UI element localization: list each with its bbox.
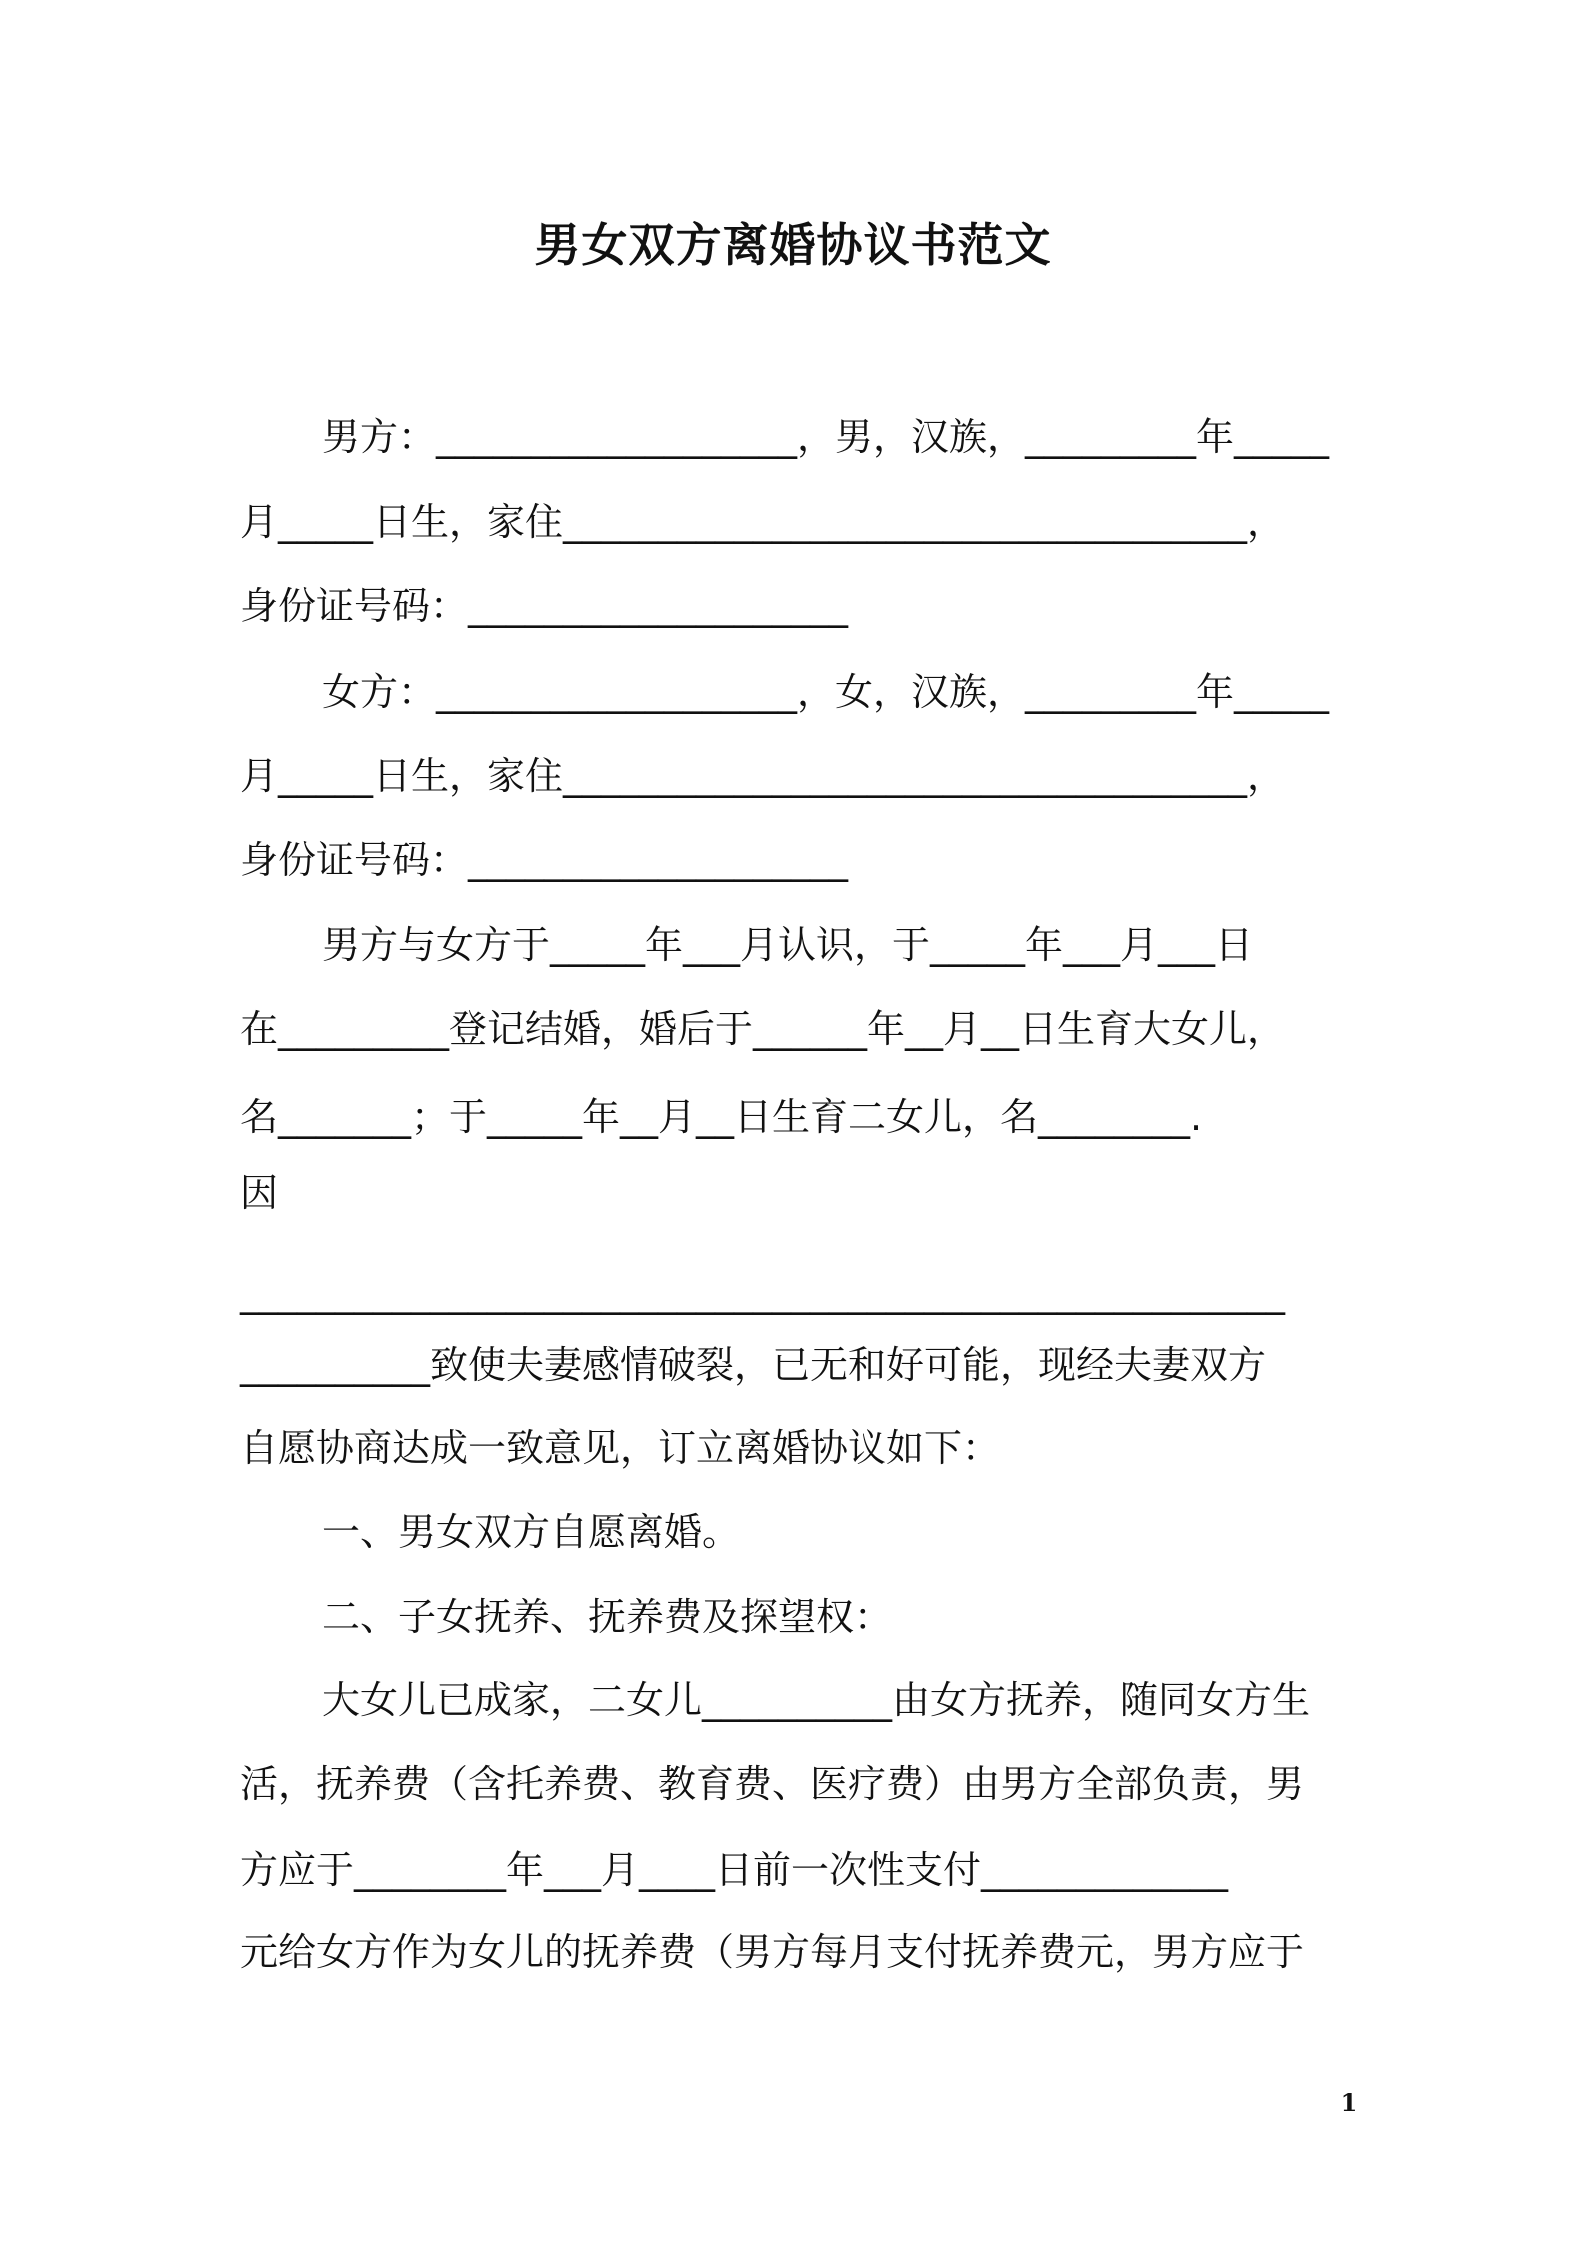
page-number: 1 <box>1340 2088 1358 2117</box>
clause-heading: 一、男女双方自愿离婚。 <box>322 1510 741 1554</box>
text-line: 自愿协商达成一致意见，订立离婚协议如下： <box>240 1426 1001 1470</box>
text-line: 在_________登记结婚，婚后于______年__月__日生育大女儿， <box>240 1007 1286 1051</box>
text-line: 因 <box>240 1171 279 1215</box>
text-line: 活，抚养费（含托养费、教育费、医疗费）由男方全部负责，男 <box>240 1762 1305 1806</box>
text-line: 元给女方作为女儿的抚养费（男方每月支付抚养费元，男方应于 <box>240 1930 1305 1974</box>
text-line: __________致使夫妻感情破裂，已无和好可能，现经夫妻双方 <box>240 1343 1267 1387</box>
text-line: 女方：___________________，女，汉族，_________年_____ <box>322 670 1330 714</box>
text-line: 身份证号码：____________________ <box>240 584 849 628</box>
text-line: 身份证号码：____________________ <box>240 838 849 882</box>
text-line: 方应于________年___月____日前一次性支付_____________ <box>240 1848 1229 1892</box>
text-line: _______________________________________________________ <box>240 1271 1285 1315</box>
text-line: 大女儿已成家，二女儿__________由女方抚养，随同女方生 <box>322 1678 1311 1722</box>
text-line: 男方：___________________，男，汉族，_________年_____ <box>322 415 1330 459</box>
text-line: 名_______；于_____年__月__日生育二女儿，名________. <box>240 1095 1203 1139</box>
text-line: 月_____日生，家住____________________________________， <box>240 500 1286 544</box>
text-line: 男方与女方于_____年___月认识，于_____年___月___日 <box>322 923 1254 967</box>
document-title: 男女双方离婚协议书范文 <box>534 218 1052 272</box>
clause-heading: 二、子女抚养、抚养费及探望权： <box>322 1595 893 1639</box>
text-line: 月_____日生，家住____________________________________， <box>240 754 1286 798</box>
